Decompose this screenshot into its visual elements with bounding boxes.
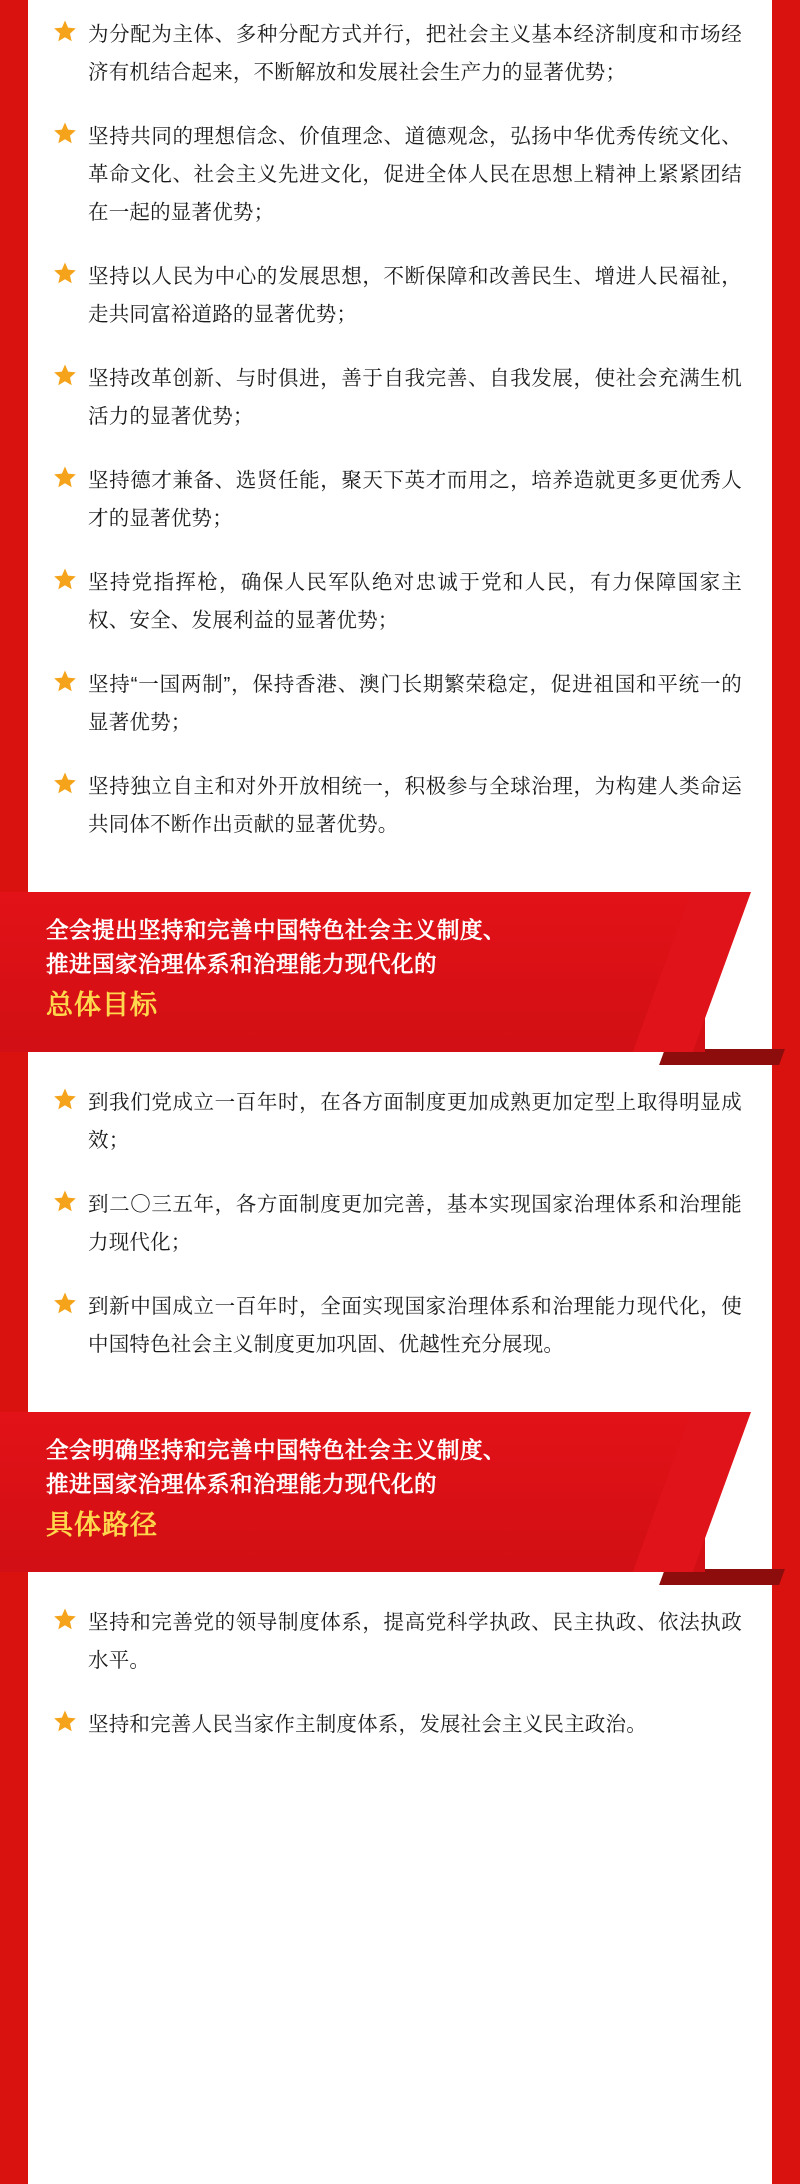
specific-path-list xyxy=(28,1594,772,1768)
banner-line-1: 全会提出坚持和完善中国特色社会主义制度、 xyxy=(46,918,507,943)
banner-body xyxy=(0,892,705,1052)
list-item xyxy=(50,1288,742,1364)
list-item-text: 到我们党成立一百年时，在各方面制度更加成熟更加定型上取得明显成效； xyxy=(88,1091,742,1152)
star-icon xyxy=(50,465,80,489)
list-item xyxy=(50,1706,742,1744)
list-item xyxy=(50,1604,742,1680)
banner-line-2: 推进国家治理体系和治理能力现代化的 xyxy=(46,952,438,977)
list-item xyxy=(50,462,742,538)
overall-goals-banner xyxy=(0,892,800,1052)
star-icon xyxy=(50,1607,80,1631)
list-item xyxy=(50,118,742,232)
list-item-text: 坚持独立自主和对外开放相统一，积极参与全球治理，为构建人类命运共同体不断作出贡献的显著优势。 xyxy=(88,775,742,836)
list-item xyxy=(50,360,742,436)
list-item xyxy=(50,768,742,844)
banner-line-2: 推进国家治理体系和治理能力现代化的 xyxy=(46,1472,438,1497)
banner-highlight: 总体目标 xyxy=(46,990,158,1020)
star-icon xyxy=(50,1087,80,1111)
banner-line-1: 全会明确坚持和完善中国特色社会主义制度、 xyxy=(46,1438,507,1463)
star-icon xyxy=(50,1709,80,1733)
list-item xyxy=(50,666,742,742)
star-icon xyxy=(50,121,80,145)
advantages-list xyxy=(28,6,772,868)
list-item-text: 坚持德才兼备、选贤任能，聚天下英才而用之，培养造就更多更优秀人才的显著优势； xyxy=(88,469,742,530)
left-red-rail xyxy=(0,0,28,2184)
banner-body xyxy=(0,1412,705,1572)
star-icon xyxy=(50,1189,80,1213)
poster-content xyxy=(28,0,772,1768)
star-icon xyxy=(50,669,80,693)
banner-highlight: 具体路径 xyxy=(46,1510,158,1540)
star-icon xyxy=(50,363,80,387)
list-item xyxy=(50,564,742,640)
specific-path-banner xyxy=(0,1412,800,1572)
list-item xyxy=(50,1186,742,1262)
list-item-text: 坚持“一国两制”，保持香港、澳门长期繁荣稳定，促进祖国和平统一的显著优势； xyxy=(88,673,742,734)
list-item xyxy=(50,1084,742,1160)
list-item xyxy=(50,258,742,334)
star-icon xyxy=(50,19,80,43)
list-item-text: 坚持改革创新、与时俱进，善于自我完善、自我发展，使社会充满生机活力的显著优势； xyxy=(88,367,742,428)
list-item-text: 坚持和完善党的领导制度体系，提高党科学执政、民主执政、依法执政水平。 xyxy=(88,1611,742,1672)
right-red-rail xyxy=(772,0,800,2184)
list-item-text: 坚持和完善人民当家作主制度体系，发展社会主义民主政治。 xyxy=(88,1713,647,1736)
list-item-text: 到二〇三五年，各方面制度更加完善，基本实现国家治理体系和治理能力现代化； xyxy=(88,1193,742,1254)
list-item-text: 到新中国成立一百年时，全面实现国家治理体系和治理能力现代化，使中国特色社会主义制度更加巩固、优越性充分展现。 xyxy=(88,1295,742,1356)
star-icon xyxy=(50,567,80,591)
list-item-text: 为分配为主体、多种分配方式并行，把社会主义基本经济制度和市场经济有机结合起来，不断解放和发展社会生产力的显著优势； xyxy=(88,23,742,84)
star-icon xyxy=(50,771,80,795)
star-icon xyxy=(50,261,80,285)
star-icon xyxy=(50,1291,80,1315)
list-item-text: 坚持以人民为中心的发展思想，不断保障和改善民生、增进人民福祉，走共同富裕道路的显著优势； xyxy=(88,265,742,326)
overall-goals-list xyxy=(28,1074,772,1388)
list-item-text: 坚持党指挥枪，确保人民军队绝对忠诚于党和人民，有力保障国家主权、安全、发展利益的显著优势； xyxy=(88,571,742,632)
list-item xyxy=(50,16,742,92)
list-item-text: 坚持共同的理想信念、价值理念、道德观念，弘扬中华优秀传统文化、革命文化、社会主义先进文化，促进全体人民在思想上精神上紧紧团结在一起的显著优势； xyxy=(88,125,742,224)
